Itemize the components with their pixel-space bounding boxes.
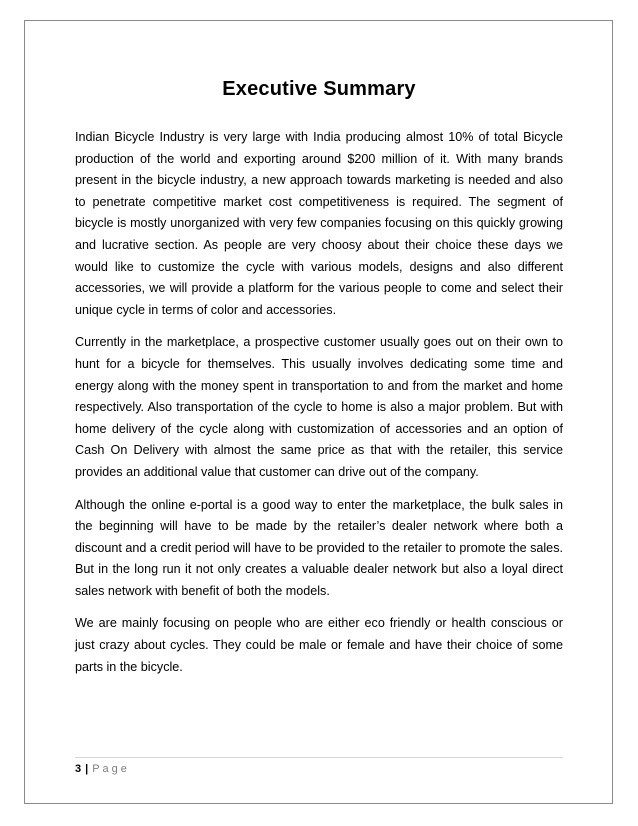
footer-separator: | [85,763,89,775]
paragraph-1: Indian Bicycle Industry is very large with India producing almost 10% of total Bicycle production of the world and exporting around $200 million of it. With many brands present in the bicycle industry, a new approach towards marketing is needed and also to penetrate competitive market cost competitiveness is required. The segment of bicycle is mostly unorganized with very few companies focusing on this quickly growing and lucrative section. As people are very choosy about their choice these days we would like to customize the cycle with various models, designs and also different accessories, we will provide a platform for the various people to come and select their unique cycle in terms of color and accessories. [75,130,563,317]
page-number: 3 [75,763,82,775]
page-title: Executive Summary [222,78,416,100]
page-label: Page [92,763,130,775]
paragraph-4: We are mainly focusing on people who are either eco friendly or health conscious or just crazy about cycles. They could be male or female and have their choice of some parts in the bicycle. [75,616,563,674]
document-body [75,127,563,689]
paragraph-3: Although the online e-portal is a good way to enter the marketplace, the bulk sales in the beginning will have to be made by the retailer’s dealer network where both a discount and a credit period will have to be provided to the retailer to promote the sales. But in the long run it not only creates a valuable dealer network but also a loyal direct sales network with benefit of both the models. [75,497,563,598]
page-footer [75,761,130,777]
footer-divider [75,757,563,758]
paragraph-2: Currently in the marketplace, a prospective customer usually goes out on their own to hunt for a bicycle for themselves. This usually involves dedicating some time and energy along with the money spent in transportation to and from the market and home respectively. Also transportation of the cycle to home is also a major problem. But with home delivery of the cycle along with customization of accessories and an option of Cash On Delivery with almost the same price as that with the retailer, this service provides an additional value that customer can drive out of the company. [75,335,563,479]
